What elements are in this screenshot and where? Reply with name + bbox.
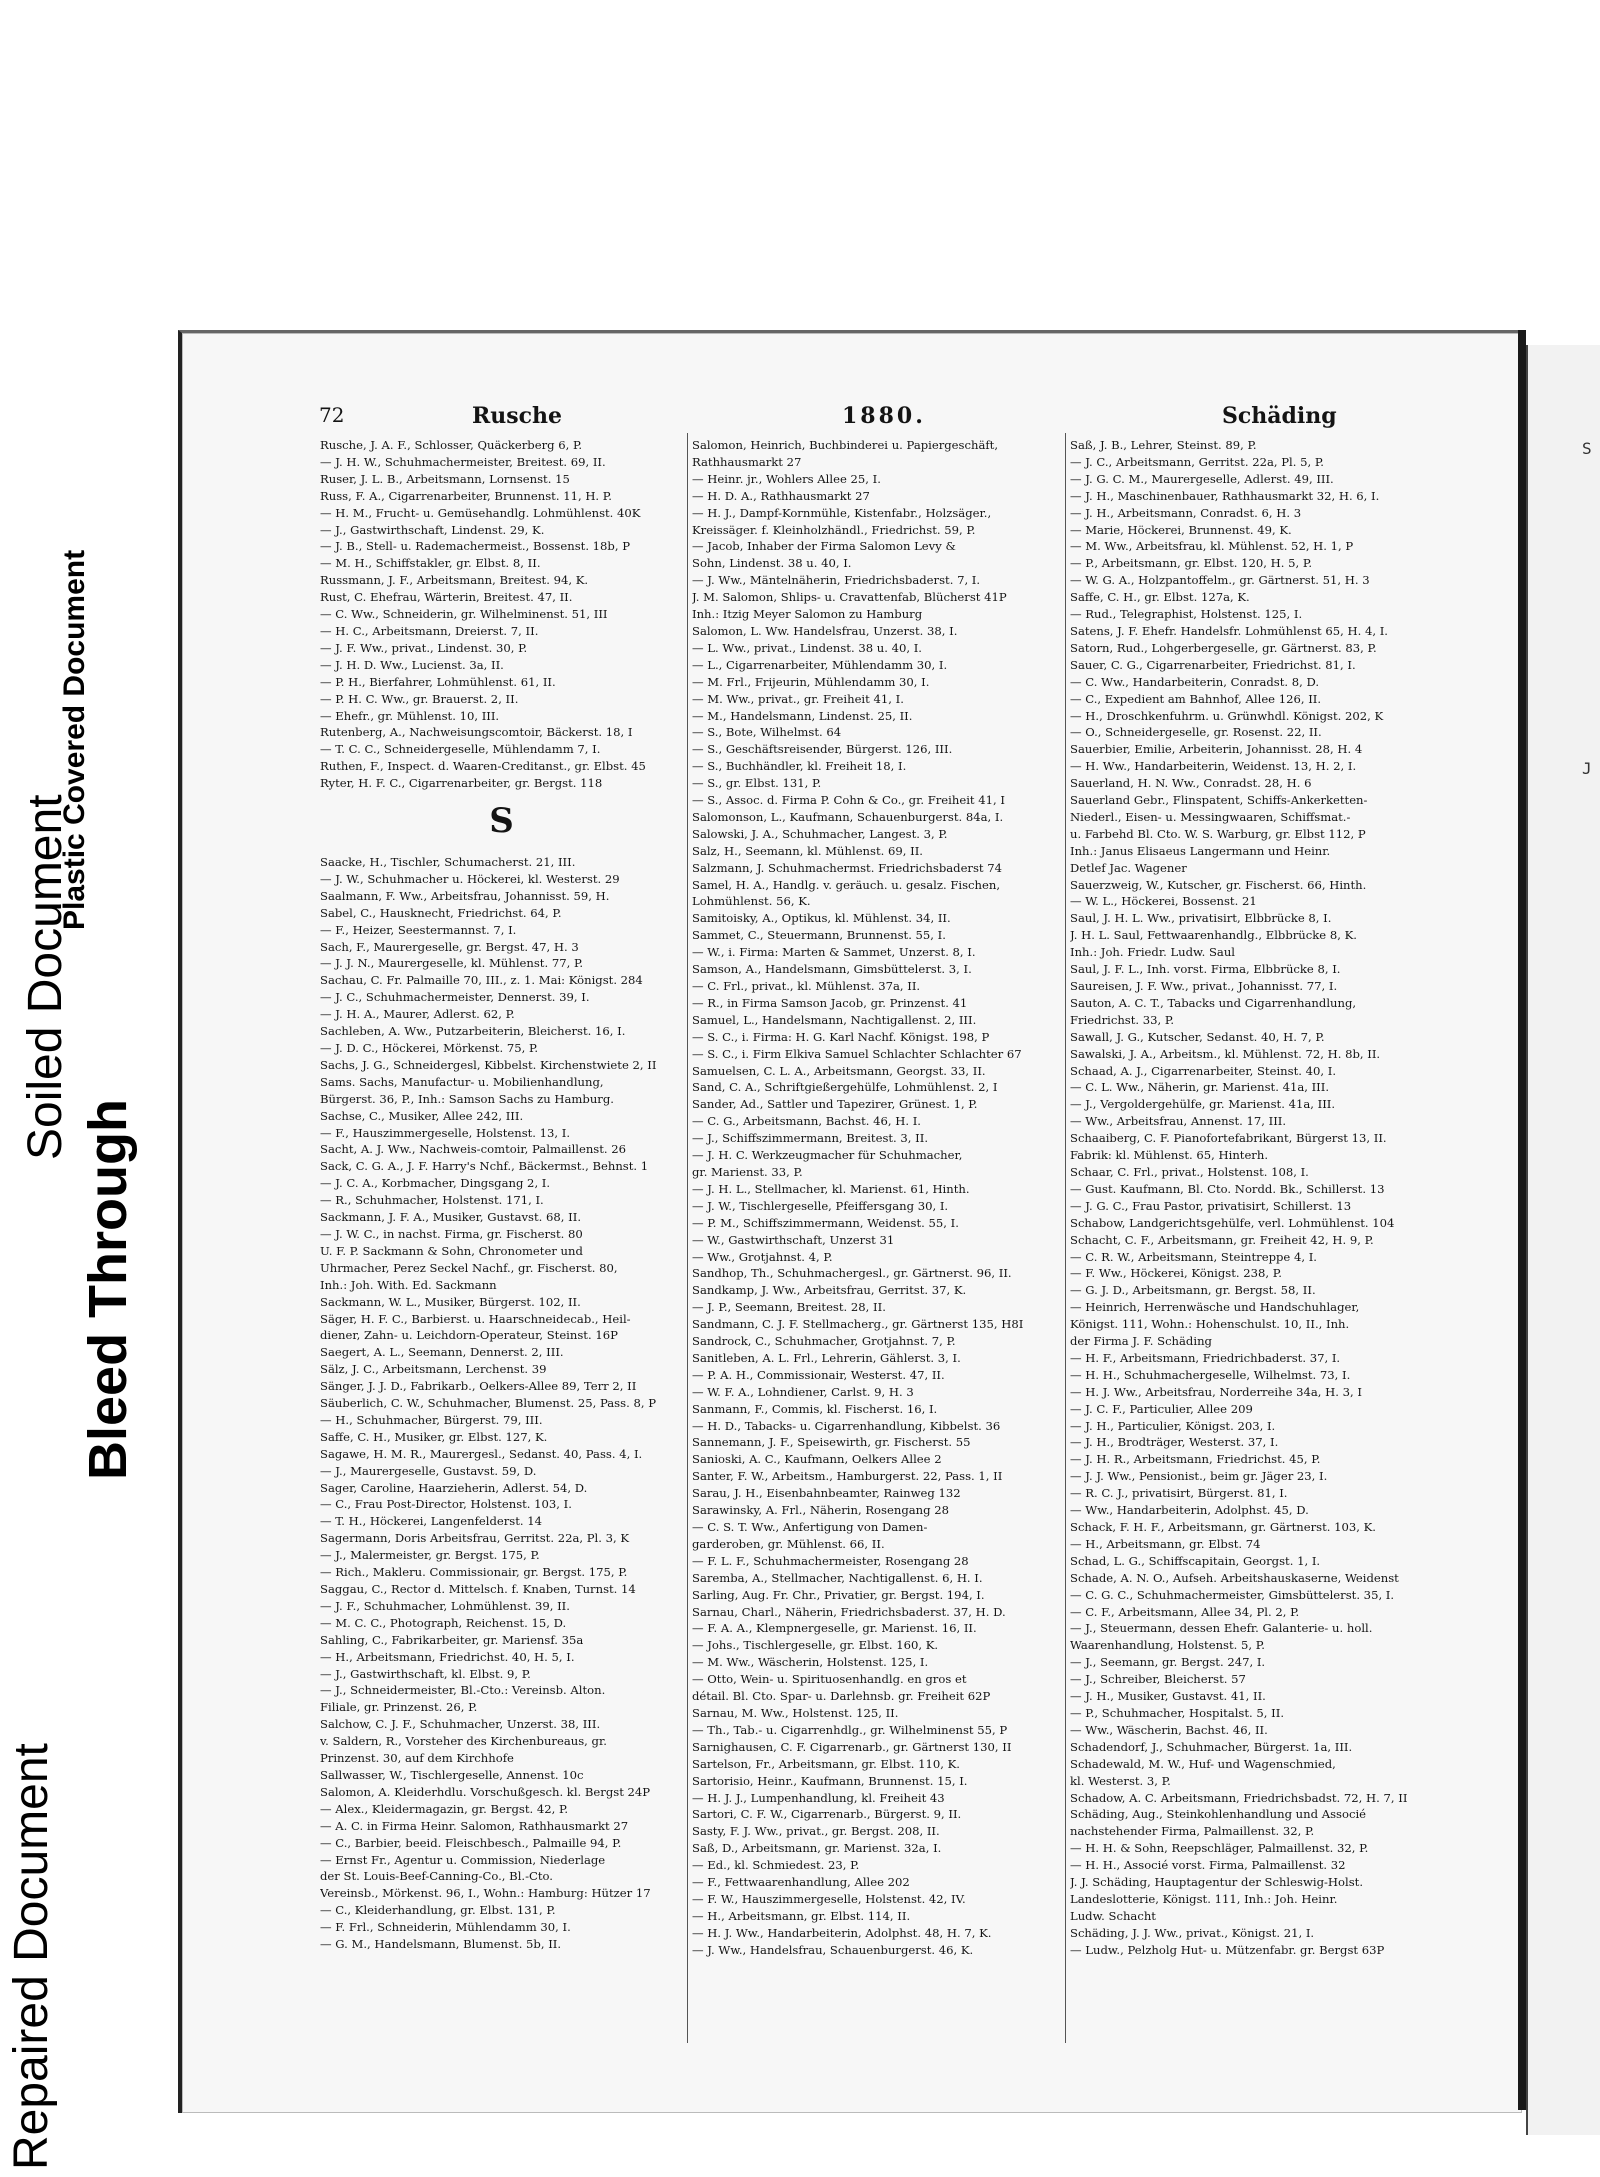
- directory-entry: Inh.: Itzig Meyer Salomon zu Hamburg: [692, 607, 923, 622]
- directory-entry: J. H. L. Saul, Fettwaarenhandlg., Elbbrücke 8, K.: [1070, 928, 1357, 943]
- directory-entry: Sawall, J. G., Kutscher, Sedanst. 40, H. 7, P.: [1070, 1029, 1325, 1044]
- directory-entry: Sams. Sachs, Manufactur- u. Mobilienhandlung,: [320, 1074, 604, 1089]
- directory-entry: — L., Cigarrenarbeiter, Mühlendamm 30, I.: [692, 657, 948, 672]
- directory-entry: — S. C., i. Firma: H. G. Karl Nachf. Königst. 198, P: [692, 1029, 990, 1044]
- directory-entry: Säger, H. F. C., Barbierst. u. Haarschneidecab., Heil-: [320, 1311, 631, 1326]
- directory-entry: Salomon, A. Kleiderhdlu. Vorschußgesch. kl. Bergst 24P: [320, 1784, 651, 1799]
- directory-entry: — C. R. W., Arbeitsmann, Steintreppe 4, I.: [1070, 1249, 1317, 1264]
- directory-entry: kl. Westerst. 3, P.: [1070, 1773, 1171, 1788]
- directory-entry: Samuelsen, C. L. A., Arbeitsmann, Georgst. 33, II.: [692, 1063, 986, 1078]
- right-running-head: Schäding: [1222, 403, 1337, 429]
- directory-entry: — W., Gastwirthschaft, Unzerst 31: [692, 1232, 895, 1247]
- directory-entry: Sacht, A. J. Ww., Nachweis-comtoir, Palmaillenst. 26: [320, 1142, 627, 1157]
- directory-entry: — J., Malermeister, gr. Bergst. 175, P.: [320, 1548, 540, 1563]
- directory-entry: diener, Zahn- u. Leichdorn-Operateur, Steinst. 16P: [320, 1328, 618, 1343]
- directory-entry: Russ, F. A., Cigarrenarbeiter, Brunnenst. 11, H. P.: [320, 488, 612, 503]
- directory-entry: Rathhausmarkt 27: [692, 454, 802, 469]
- directory-entry: gr. Marienst. 33, P.: [692, 1164, 803, 1179]
- directory-entry: — J. G. C. M., Maurergeselle, Adlerst. 49, III.: [1070, 471, 1334, 486]
- directory-entry: — J., Steuermann, dessen Ehefr. Galanterie- u. holl.: [1070, 1621, 1373, 1636]
- directory-entry: Saffe, C. H., gr. Elbst. 127a, K.: [1070, 590, 1250, 605]
- directory-entry: Landeslotterie, Königst. 111, Inh.: Joh. Heinr.: [1070, 1891, 1338, 1906]
- directory-entry: — Johs., Tischlergeselle, gr. Elbst. 160, K.: [692, 1638, 939, 1653]
- directory-entry: — J. Ww., Handelsfrau, Schauenburgerst. 46, K.: [692, 1942, 974, 1957]
- directory-entry: Inh.: Joh. Friedr. Ludw. Saul: [1070, 945, 1236, 960]
- directory-entry: Sander, Ad., Sattler und Tapezirer, Grünest. 1, P.: [692, 1097, 978, 1112]
- directory-entry: — H. F., Arbeitsmann, Friedrichbaderst. 37, I.: [1070, 1350, 1341, 1365]
- directory-entry: — J. H. R., Arbeitsmann, Friedrichst. 45, P.: [1070, 1452, 1321, 1467]
- directory-entry: — J., Schiffszimmermann, Breitest. 3, II.: [692, 1131, 929, 1146]
- directory-entry: — M. Ww., privat., gr. Freiheit 41, I.: [692, 691, 904, 706]
- directory-entry: Salzmann, J. Schuhmachermst. Friedrichsbaderst 74: [692, 860, 1003, 875]
- facing-page-fragment: S: [1582, 439, 1592, 458]
- directory-entry: Sartorisio, Heinr., Kaufmann, Brunnenst. 15, I.: [692, 1773, 968, 1788]
- directory-entry: Ruthen, F., Inspect. d. Waaren-Creditanst., gr. Elbst. 45: [320, 759, 646, 774]
- directory-entry: Ludw. Schacht: [1070, 1908, 1156, 1923]
- directory-entry: — J. H., Brodträger, Westerst. 37, I.: [1070, 1435, 1279, 1450]
- directory-entry: Uhrmacher, Perez Seckel Nachf., gr. Fischerst. 80,: [320, 1260, 618, 1275]
- directory-entry: — O., Schneidergeselle, gr. Rosenst. 22, II.: [1070, 725, 1322, 740]
- directory-page: [178, 330, 1522, 2113]
- directory-entry: — Ed., kl. Schmiedest. 23, P.: [692, 1858, 860, 1873]
- directory-entry: — H. J. Ww., Handarbeiterin, Adolphst. 48, H. 7, K.: [692, 1925, 992, 1940]
- directory-entry: — J. J. Ww., Pensionist., beim gr. Jäger 23, I.: [1070, 1469, 1328, 1484]
- directory-entry: — H. D. A., Rathhausmarkt 27: [692, 488, 870, 503]
- bleed-through-label: Bleed Through: [78, 1099, 138, 1480]
- directory-entry: — Alex., Kleidermagazin, gr. Bergst. 42, P.: [320, 1801, 569, 1816]
- directory-entry: — M., Handelsmann, Lindenst. 25, II.: [692, 708, 913, 723]
- directory-entry: — S., Assoc. d. Firma P. Cohn & Co., gr. Freiheit 41, I: [692, 793, 1005, 808]
- directory-entry: Sallwasser, W., Tischlergeselle, Annenst. 10c: [320, 1767, 584, 1782]
- directory-entry: Rust, C. Ehefrau, Wärterin, Breitest. 47, II.: [320, 590, 573, 605]
- directory-column-2: [692, 437, 1060, 1959]
- directory-entry: Sandhop, Th., Schuhmachergesl., gr. Gärtnerst. 96, II.: [692, 1266, 1012, 1281]
- directory-entry: Sachleben, A. Ww., Putzarbeiterin, Bleicherst. 16, I.: [320, 1024, 626, 1039]
- directory-entry: Saegert, A. L., Seemann, Dennerst. 2, III.: [320, 1345, 564, 1360]
- directory-entry: Sandkamp, J. Ww., Arbeitsfrau, Gerritst. 37, K.: [692, 1283, 967, 1298]
- directory-entry: — F. A. A., Klempnergeselle, gr. Marienst. 16, II.: [692, 1621, 977, 1636]
- directory-entry: — P. M., Schiffszimmermann, Weidenst. 55, I.: [692, 1215, 959, 1230]
- directory-entry: Waarenhandlung, Holstenst. 5, P.: [1070, 1638, 1265, 1653]
- directory-entry: — H., Schuhmacher, Bürgerst. 79, III.: [320, 1412, 543, 1427]
- directory-entry: Schaad, A. J., Cigarrenarbeiter, Steinst. 40, I.: [1070, 1063, 1336, 1078]
- directory-entry: — W. F. A., Lohndiener, Carlst. 9, H. 3: [692, 1384, 914, 1399]
- directory-entry: Sachs, J. G., Schneidergesl, Kibbelst. Kirchenstwiete 2, II: [320, 1057, 657, 1072]
- directory-entry: — C., Barbier, beeid. Fleischbesch., Palmaille 94, P.: [320, 1835, 622, 1850]
- year-heading: 1880.: [842, 403, 926, 429]
- directory-entry: — C. L. Ww., Näherin, gr. Marienst. 41a, III.: [1070, 1080, 1330, 1095]
- directory-entry: — J. H. L., Stellmacher, kl. Marienst. 61, Hinth.: [692, 1181, 970, 1196]
- directory-column-1: [320, 437, 683, 1953]
- directory-entry: — Rich., Makleru. Commissionair, gr. Bergst. 175, P.: [320, 1565, 628, 1580]
- directory-entry: — T. C. C., Schneidergeselle, Mühlendamm 7, I.: [320, 742, 601, 757]
- directory-entry: Sawalski, J. A., Arbeitsm., kl. Mühlenst. 72, H. 8b, II.: [1070, 1046, 1381, 1061]
- directory-entry: Saß, D., Arbeitsmann, gr. Marienst. 32a, I.: [692, 1841, 942, 1856]
- directory-entry: — Ww., Arbeitsfrau, Annenst. 17, III.: [1070, 1114, 1287, 1129]
- directory-entry: — H., Droschkenfuhrm. u. Grünwhdl. Königst. 202, K: [1070, 708, 1384, 723]
- directory-entry: Fabrik: kl. Mühlenst. 65, Hinterh.: [1070, 1148, 1269, 1163]
- directory-entry: — J., Schneidermeister, Bl.-Cto.: Vereinsb. Alton.: [320, 1683, 606, 1698]
- directory-entry: Sach, F., Maurergeselle, gr. Bergst. 47, H. 3: [320, 939, 579, 954]
- directory-entry: — C. F., Arbeitsmann, Allee 34, Pl. 2, P.: [1070, 1604, 1300, 1619]
- directory-entry: — Gust. Kaufmann, Bl. Cto. Nordd. Bk., Schillerst. 13: [1070, 1181, 1385, 1196]
- directory-entry: détail. Bl. Cto. Spar- u. Darlehnsb. gr. Freiheit 62P: [692, 1689, 991, 1704]
- directory-entry: Sarnau, M. Ww., Holstenst. 125, II.: [692, 1705, 899, 1720]
- directory-entry: Friedrichst. 33, P.: [1070, 1012, 1175, 1027]
- directory-entry: Sachau, C. Fr. Palmaille 70, III., z. 1. Mai: Königst. 284: [320, 973, 643, 988]
- directory-entry: Sachse, C., Musiker, Allee 242, III.: [320, 1108, 524, 1123]
- directory-entry: — W. G. A., Holzpantoffelm., gr. Gärtnerst. 51, H. 3: [1070, 573, 1370, 588]
- directory-entry: Sagermann, Doris Arbeitsfrau, Gerritst. 22a, Pl. 3, K: [320, 1531, 630, 1546]
- directory-entry: Königst. 111, Wohn.: Hohenschulst. 10, II., Inh.: [1070, 1317, 1350, 1332]
- directory-entry: — J., Maurergeselle, Gustavst. 59, D.: [320, 1463, 537, 1478]
- directory-entry: — C. Ww., Handarbeiterin, Conradst. 8, D.: [1070, 674, 1320, 689]
- directory-entry: Sänger, J. J. D., Fabrikarb., Oelkers-Allee 89, Terr 2, II: [320, 1379, 637, 1394]
- directory-entry: — P. H. C. Ww., gr. Brauerst. 2, II.: [320, 691, 519, 706]
- directory-entry: — S. C., i. Firm Elkiva Samuel Schlachter Schlachter 67: [692, 1046, 1022, 1061]
- directory-entry: — M. C. C., Photograph, Reichenst. 15, D.: [320, 1615, 567, 1630]
- directory-entry: — J. D. C., Höckerei, Mörkenst. 75, P.: [320, 1041, 539, 1055]
- directory-entry: Sartelson, Fr., Arbeitsmann, gr. Elbst. 110, K.: [692, 1756, 960, 1771]
- directory-entry: Schabow, Landgerichtsgehülfe, verl. Lohmühlenst. 104: [1070, 1215, 1395, 1230]
- directory-entry: — H. D., Tabacks- u. Cigarrenhandlung, Kibbelst. 36: [692, 1418, 1001, 1433]
- directory-entry: Saacke, H., Tischler, Schumacherst. 21, III.: [320, 855, 576, 870]
- directory-entry: Sackmann, W. L., Musiker, Bürgerst. 102, II.: [320, 1294, 581, 1309]
- directory-entry: — J. H. W., Schuhmachermeister, Breitest. 69, II.: [320, 454, 606, 469]
- column-divider: [1065, 433, 1066, 2043]
- directory-entry: u. Farbehd Bl. Cto. W. S. Warburg, gr. Elbst 112, P: [1070, 826, 1366, 841]
- directory-entry: — J. B., Stell- u. Rademachermeist., Bossenst. 18b, P: [320, 539, 631, 554]
- directory-entry: Sarnau, Charl., Näherin, Friedrichsbaderst. 37, H. D.: [692, 1604, 1006, 1619]
- directory-entry: Sarnighausen, C. F. Cigarrenarb., gr. Gärtnerst 130, II: [692, 1739, 1012, 1754]
- directory-entry: — C. S. T. Ww., Anfertigung von Damen-: [692, 1520, 928, 1534]
- directory-entry: J. J. Schäding, Hauptagentur der Schleswig-Holst.: [1070, 1875, 1364, 1890]
- directory-entry: — S., Buchhändler, kl. Freiheit 18, I.: [692, 759, 907, 774]
- section-letter: S: [489, 801, 514, 842]
- directory-entry: U. F. P. Sackmann & Sohn, Chronometer und: [320, 1243, 583, 1258]
- directory-entry: Filiale, gr. Prinzenst. 26, P.: [320, 1700, 478, 1715]
- directory-entry: — J., Gastwirthschaft, Lindenst. 29, K.: [320, 522, 545, 537]
- directory-entry: Sauerzweig, W., Kutscher, gr. Fischerst. 66, Hinth.: [1070, 877, 1367, 892]
- directory-entry: Schadendorf, J., Schuhmacher, Bürgerst. 1a, III.: [1070, 1739, 1353, 1754]
- directory-entry: Sauton, A. C. T., Tabacks und Cigarrenhandlung,: [1070, 995, 1357, 1010]
- directory-entry: — Heinrich, Herrenwäsche und Handschuhlager,: [1070, 1300, 1360, 1315]
- directory-entry: — C., Expedient am Bahnhof, Allee 126, II.: [1070, 691, 1322, 706]
- directory-entry: Salowski, J. A., Schuhmacher, Langest. 3, P.: [692, 826, 948, 841]
- directory-entry: Russmann, J. F., Arbeitsmann, Breitest. 94, K.: [320, 573, 589, 588]
- directory-entry: Schadow, A. C. Arbeitsmann, Friedrichsbadst. 72, H. 7, II: [1070, 1790, 1408, 1805]
- directory-entry: — H. C., Arbeitsmann, Dreierst. 7, II.: [320, 623, 539, 638]
- directory-entry: Samson, A., Handelsmann, Gimsbüttelerst. 3, I.: [692, 962, 972, 977]
- directory-entry: Schad, L. G., Schiffscapitain, Georgst. 1, I.: [1070, 1553, 1321, 1568]
- directory-entry: Saalmann, F. Ww., Arbeitsfrau, Johannisst. 59, H.: [320, 888, 610, 903]
- directory-entry: — F. W., Hauszimmergeselle, Holstenst. 42, IV.: [692, 1891, 966, 1906]
- directory-entry: Schaar, C. Frl., privat., Holstenst. 108, I.: [1070, 1164, 1309, 1179]
- directory-entry: Schadewald, M. W., Huf- und Wagenschmied,: [1070, 1756, 1336, 1771]
- plastic-covered-label: Plastic Covered Document: [58, 549, 91, 930]
- directory-entry: Sohn, Lindenst. 38 u. 40, I.: [692, 556, 852, 571]
- repaired-document-label: Repaired Document: [5, 1743, 58, 2170]
- directory-entry: Rusche, J. A. F., Schlosser, Quäckerberg 6, P.: [320, 438, 583, 452]
- directory-entry: Ruser, J. L. B., Arbeitsmann, Lornsenst. 15: [320, 471, 570, 486]
- directory-entry: — H., Arbeitsmann, Friedrichst. 40, H. 5, I.: [320, 1649, 575, 1664]
- directory-entry: v. Saldern, R., Vorsteher des Kirchenbureaus, gr.: [320, 1734, 607, 1749]
- directory-entry: — P. H., Bierfahrer, Lohmühlenst. 61, II.: [320, 674, 556, 689]
- directory-entry: — H. M., Frucht- u. Gemüsehandlg. Lohmühlenst. 40K: [320, 505, 641, 520]
- directory-entry: — F. L. F., Schuhmachermeister, Rosengang 28: [692, 1553, 969, 1568]
- directory-entry: — J. W. C., in nachst. Firma, gr. Fischerst. 80: [320, 1226, 583, 1241]
- directory-entry: — J., Schreiber, Bleicherst. 57: [1070, 1672, 1246, 1687]
- directory-entry: — J. W., Tischlergeselle, Pfeiffersgang 30, I.: [692, 1198, 949, 1213]
- directory-entry: der Firma J. F. Schäding: [1070, 1334, 1212, 1349]
- directory-entry: — J. C. F., Particulier, Allee 209: [1070, 1401, 1253, 1416]
- facing-page-fragment: J: [1582, 759, 1592, 778]
- directory-entry: — S., Bote, Wilhelmst. 64: [692, 725, 842, 740]
- directory-entry: — C. G. C., Schuhmachermeister, Gimsbüttelerst. 35, I.: [1070, 1587, 1395, 1602]
- directory-entry: — J. F. Ww., privat., Lindenst. 30, P.: [320, 640, 528, 655]
- directory-entry: — J. J. N., Maurergeselle, kl. Mühlenst. 77, P.: [320, 956, 584, 971]
- directory-entry: — J. W., Schuhmacher u. Höckerei, kl. Westerst. 29: [320, 871, 620, 886]
- directory-entry: Schaaiberg, C. F. Pianofortefabrikant, Bürgerst 13, II.: [1070, 1131, 1387, 1146]
- directory-entry: — Ehefr., gr. Mühlenst. 10, III.: [320, 708, 500, 723]
- directory-entry: Sannemann, J. F., Speisewirth, gr. Fischerst. 55: [692, 1435, 971, 1450]
- directory-entry: — C., Frau Post-Director, Holstenst. 103, I.: [320, 1497, 572, 1512]
- directory-entry: — L. Ww., privat., Lindenst. 38 u. 40, I.: [692, 640, 922, 655]
- directory-entry: — M. Ww., Arbeitsfrau, kl. Mühlenst. 52, H. 1, P: [1070, 539, 1354, 554]
- directory-entry: Prinzenst. 30, auf dem Kirchhofe: [320, 1751, 514, 1766]
- directory-entry: Sandrock, C., Schuhmacher, Grotjahnst. 7, P.: [692, 1334, 956, 1349]
- directory-entry: — J. H., Arbeitsmann, Conradst. 6, H. 3: [1070, 505, 1302, 520]
- directory-entry: — J. C., Schuhmachermeister, Dennerst. 39, I.: [320, 990, 590, 1005]
- directory-entry: Saggau, C., Rector d. Mittelsch. f. Knaben, Turnst. 14: [320, 1582, 636, 1596]
- directory-entry: — H., Arbeitsmann, gr. Elbst. 74: [1070, 1536, 1261, 1551]
- directory-entry: — C., Kleiderhandlung, gr. Elbst. 131, P.: [320, 1903, 556, 1918]
- directory-entry: Schacht, C. F., Arbeitsmann, gr. Freiheit 42, H. 9, P.: [1070, 1232, 1374, 1247]
- directory-entry: — Ww., Grotjahnst. 4, P.: [692, 1249, 833, 1264]
- directory-entry: — J., Seemann, gr. Bergst. 247, I.: [1070, 1655, 1266, 1670]
- directory-entry: Sarau, J. H., Eisenbahnbeamter, Rainweg 132: [692, 1486, 961, 1501]
- directory-entry: Sackmann, J. F. A., Musiker, Gustavst. 68, II.: [320, 1210, 582, 1225]
- left-running-head: Rusche: [472, 403, 563, 429]
- directory-entry: — J. C. A., Korbmacher, Dingsgang 2, I.: [320, 1176, 551, 1191]
- directory-entry: — Ww., Wäscherin, Bachst. 46, II.: [1070, 1722, 1268, 1737]
- directory-entry: Schade, A. N. O., Aufseh. Arbeitshauskaserne, Weidenst: [1070, 1570, 1399, 1585]
- directory-entry: Sauerland Gebr., Flinspatent, Schiffs-Ankerketten-: [1070, 793, 1368, 808]
- directory-entry: — H. J. J., Lumpenhandlung, kl. Freiheit 43: [692, 1790, 945, 1805]
- directory-entry: Kreissäger. f. Kleinholzhändl., Friedrichst. 59, P.: [692, 522, 976, 537]
- directory-entry: Sanioski, A. C., Kaufmann, Oelkers Allee 2: [692, 1452, 942, 1467]
- directory-entry: Sagawe, H. M. R., Maurergesl., Sedanst. 40, Pass. 4, I.: [320, 1446, 643, 1461]
- directory-entry: Sarawinsky, A. Frl., Näherin, Rosengang 28: [692, 1503, 949, 1518]
- directory-entry: — Ludw., Pelzholg Hut- u. Mützenfabr. gr. Bergst 63P: [1070, 1942, 1385, 1957]
- label-strip: [0, 0, 150, 2177]
- directory-entry: — J. H. D. Ww., Lucienst. 3a, II.: [320, 657, 504, 672]
- directory-entry: — J. H., Musiker, Gustavst. 41, II.: [1070, 1689, 1266, 1704]
- directory-entry: Sager, Caroline, Haarzieherin, Adlerst. 54, D.: [320, 1480, 588, 1495]
- directory-entry: Schack, F. H. F., Arbeitsmann, gr. Gärtnerst. 103, K.: [1070, 1520, 1376, 1534]
- directory-entry: — M. H., Schiffstakler, gr. Elbst. 8, II.: [320, 556, 541, 571]
- directory-entry: Schäding, J. J. Ww., privat., Königst. 21, I.: [1070, 1925, 1315, 1940]
- directory-entry: — H. H. & Sohn, Reepschläger, Palmaillenst. 32, P.: [1070, 1841, 1369, 1856]
- directory-entry: Salomonson, L., Kaufmann, Schauenburgerst. 84a, I.: [692, 809, 1004, 824]
- page-number: 72: [319, 403, 345, 427]
- directory-entry: Sartori, C. F. W., Cigarrenarb., Bürgerst. 9, II.: [692, 1807, 962, 1822]
- directory-entry: Bürgerst. 36, P., Inh.: Samson Sachs zu Hamburg.: [320, 1091, 614, 1106]
- page-header: [182, 403, 1522, 433]
- directory-entry: Sack, C. G. A., J. F. Harry's Nchf., Bäckermst., Behnst. 1: [320, 1159, 649, 1174]
- directory-entry: Schäding, Aug., Steinkohlenhandlung und Associé: [1070, 1807, 1367, 1822]
- directory-entry: — F. Frl., Schneiderin, Mühlendamm 30, I.: [320, 1920, 571, 1935]
- directory-entry: Saß, J. B., Lehrer, Steinst. 89, P.: [1070, 438, 1257, 452]
- directory-entry: — Marie, Höckerei, Brunnenst. 49, K.: [1070, 522, 1292, 537]
- directory-entry: — J. H. C. Werkzeugmacher für Schuhmacher,: [692, 1148, 963, 1163]
- directory-entry: — J. H. A., Maurer, Adlerst. 62, P.: [320, 1007, 515, 1022]
- directory-entry: der St. Louis-Beef-Canning-Co., Bl.-Cto.: [320, 1869, 553, 1884]
- directory-entry: Sanitleben, A. L. Frl., Lehrerin, Gählerst. 3, I.: [692, 1350, 961, 1365]
- directory-entry: Samel, H. A., Handlg. v. geräuch. u. gesalz. Fischen,: [692, 877, 1001, 892]
- directory-entry: nachstehender Firma, Palmaillenst. 32, P.: [1070, 1824, 1315, 1839]
- directory-entry: — M. Ww., Wäscherin, Holstenst. 125, I.: [692, 1655, 929, 1670]
- directory-entry: J. M. Salomon, Shlips- u. Cravattenfab, Blücherst 41P: [692, 590, 1007, 605]
- directory-entry: — S., gr. Elbst. 131, P.: [692, 776, 822, 791]
- directory-entry: Sandmann, C. J. F. Stellmacherg., gr. Gärtnerst 135, H8I: [692, 1317, 1024, 1332]
- directory-entry: — H. H., Associé vorst. Firma, Palmaillenst. 32: [1070, 1858, 1346, 1873]
- directory-entry: Niederl., Eisen- u. Messingwaaren, Schiffsmat.-: [1070, 809, 1351, 824]
- directory-entry: — J. H., Maschinenbauer, Rathhausmarkt 32, H. 6, I.: [1070, 488, 1380, 503]
- directory-entry: — H. H., Schuhmachergeselle, Wilhelmst. 73, I.: [1070, 1367, 1351, 1382]
- directory-entry: Saureisen, J. F. Ww., privat., Johannisst. 77, I.: [1070, 979, 1338, 993]
- directory-entry: — J. P., Seemann, Breitest. 28, II.: [692, 1300, 886, 1315]
- directory-entry: Sauerbier, Emilie, Arbeiterin, Johannisst. 28, H. 4: [1070, 742, 1363, 757]
- directory-entry: Detlef Jac. Wagener: [1070, 860, 1187, 875]
- directory-entry: Sarling, Aug. Fr. Chr., Privatier, gr. Bergst. 194, I.: [692, 1587, 985, 1602]
- directory-entry: — W., i. Firma: Marten & Sammet, Unzerst. 8, I.: [692, 945, 976, 960]
- directory-entry: — F., Hauszimmergeselle, Holstenst. 13, I.: [320, 1125, 571, 1140]
- directory-entry: — P. A. H., Commissionair, Westerst. 47, II.: [692, 1367, 945, 1382]
- directory-entry: — J. C., Arbeitsmann, Gerritst. 22a, Pl. 5, P.: [1070, 454, 1324, 469]
- directory-entry: — G. M., Handelsmann, Blumenst. 5b, II.: [320, 1937, 562, 1952]
- directory-entry: Sammet, C., Steuermann, Brunnenst. 55, I.: [692, 928, 946, 943]
- directory-entry: — F., Fettwaarenhandlung, Allee 202: [692, 1875, 910, 1890]
- directory-entry: Rutenberg, A., Nachweisungscomtoir, Bäckerst. 18, I: [320, 725, 633, 740]
- directory-entry: Lohmühlenst. 56, K.: [692, 894, 811, 909]
- directory-entry: — H. Ww., Handarbeiterin, Weidenst. 13, H. 2, I.: [1070, 759, 1357, 774]
- directory-entry: — T. H., Höckerei, Langenfelderst. 14: [320, 1514, 543, 1529]
- directory-entry: Sand, C. A., Schriftgießergehülfe, Lohmühlenst. 2, I: [692, 1080, 998, 1095]
- directory-entry: — F. Ww., Höckerei, Königst. 238, P.: [1070, 1266, 1282, 1281]
- directory-entry: Sauer, C. G., Cigarrenarbeiter, Friedrichst. 81, I.: [1070, 657, 1356, 672]
- directory-entry: Inh.: Joh. With. Ed. Sackmann: [320, 1277, 497, 1292]
- directory-entry: Saffe, C. H., Musiker, gr. Elbst. 127, K.: [320, 1429, 548, 1444]
- directory-entry: — Jacob, Inhaber der Firma Salomon Levy &: [692, 539, 956, 554]
- directory-entry: Sabel, C., Hausknecht, Friedrichst. 64, P.: [320, 905, 562, 920]
- directory-entry: Inh.: Janus Elisaeus Langermann und Heinr.: [1070, 843, 1331, 858]
- directory-entry: — R., in Firma Samson Jacob, gr. Prinzenst. 41: [692, 995, 968, 1010]
- directory-entry: — G. J. D., Arbeitsmann, gr. Bergst. 58, II.: [1070, 1283, 1316, 1298]
- directory-entry: — Heinr. jr., Wohlers Allee 25, I.: [692, 471, 881, 486]
- directory-entry: — H. J., Dampf-Kornmühle, Kistenfabr., Holzsäger.,: [692, 505, 992, 520]
- directory-entry: — Ww., Handarbeiterin, Adolphst. 45, D.: [1070, 1503, 1309, 1518]
- directory-entry: Samitoisky, A., Optikus, kl. Mühlenst. 34, II.: [692, 911, 951, 926]
- directory-entry: Saul, J. F. L., Inh. vorst. Firma, Elbbrücke 8, I.: [1070, 962, 1341, 977]
- directory-entry: — H. J. Ww., Arbeitsfrau, Norderreihe 34a, H. 3, I: [1070, 1384, 1362, 1399]
- directory-entry: Vereinsb., Mörkenst. 96, I., Wohn.: Hamburg: Hützer 17: [320, 1886, 651, 1901]
- directory-entry: — F., Heizer, Seestermannst. 7, I.: [320, 922, 517, 937]
- directory-entry: Samuel, L., Handelsmann, Nachtigallenst. 2, III.: [692, 1012, 977, 1027]
- directory-entry: Saul, J. H. L. Ww., privatisirt, Elbbrücke 8, I.: [1070, 911, 1332, 926]
- directory-entry: — J. Ww., Mäntelnäherin, Friedrichsbaderst. 7, I.: [692, 573, 981, 588]
- directory-entry: — W. L., Höckerei, Bossenst. 21: [1070, 894, 1257, 909]
- directory-entry: — Th., Tab.- u. Cigarrenhdlg., gr. Wilhelminenst 55, P: [692, 1722, 1008, 1737]
- directory-entry: — J., Gastwirthschaft, kl. Elbst. 9, P.: [320, 1666, 531, 1681]
- directory-entry: — R. C. J., privatisirt, Bürgerst. 81, I.: [1070, 1486, 1288, 1501]
- directory-column-3: [1070, 437, 1450, 1959]
- directory-entry: — M. Frl., Frijeurin, Mühlendamm 30, I.: [692, 674, 930, 689]
- directory-entry: — C. G., Arbeitsmann, Bachst. 46, H. I.: [692, 1114, 921, 1129]
- directory-entry: Satorn, Rud., Lohgerbergeselle, gr. Gärtnerst. 83, P.: [1070, 640, 1377, 655]
- directory-entry: Salomon, Heinrich, Buchbinderei u. Papiergeschäft,: [692, 438, 999, 452]
- directory-entry: — S., Geschäftsreisender, Bürgerst. 126, III.: [692, 742, 953, 757]
- directory-entry: — J. F., Schuhmacher, Lohmühlenst. 39, II.: [320, 1598, 570, 1613]
- directory-entry: Sanmann, F., Commis, kl. Fischerst. 16, I.: [692, 1401, 938, 1416]
- directory-entry: Sasty, F. J. Ww., privat., gr. Bergst. 208, II.: [692, 1824, 940, 1839]
- directory-entry: Sauerland, H. N. Ww., Conradst. 28, H. 6: [1070, 776, 1312, 791]
- directory-entry: — R., Schuhmacher, Holstenst. 171, I.: [320, 1193, 544, 1208]
- directory-entry: — H., Arbeitsmann, gr. Elbst. 114, II.: [692, 1908, 911, 1923]
- directory-entry: — Ernst Fr., Agentur u. Commission, Niederlage: [320, 1852, 606, 1867]
- directory-entry: — P., Arbeitsmann, gr. Elbst. 120, H. 5, P.: [1070, 556, 1313, 571]
- directory-entry: — J. G. C., Frau Pastor, privatisirt, Schillerst. 13: [1070, 1198, 1352, 1213]
- soiled-document-label: Soiled Document: [19, 794, 72, 1160]
- directory-entry: — C. Ww., Schneiderin, gr. Wilhelminenst. 51, III: [320, 607, 608, 622]
- directory-entry: — C. Frl., privat., kl. Mühlenst. 37a, II.: [692, 979, 921, 993]
- directory-entry: — A. C. in Firma Heinr. Salomon, Rathhausmarkt 27: [320, 1818, 629, 1833]
- directory-entry: Ryter, H. F. C., Cigarrenarbeiter, gr. Bergst. 118: [320, 776, 603, 791]
- column-divider: [687, 433, 688, 2043]
- directory-entry: — J., Vergoldergehülfe, gr. Marienst. 41a, III.: [1070, 1097, 1336, 1112]
- facing-page-edge: [1526, 345, 1600, 2135]
- directory-entry: Salomon, L. Ww. Handelsfrau, Unzerst. 38, I.: [692, 623, 958, 638]
- directory-entry: — J. H., Particulier, Königst. 203, I.: [1070, 1418, 1276, 1433]
- directory-entry: Satens, J. F. Ehefr. Handelsfr. Lohmühlenst 65, H. 4, I.: [1070, 623, 1388, 638]
- directory-entry: — Otto, Wein- u. Spirituosenhandlg. en gros et: [692, 1672, 967, 1687]
- page-gutter-edge: [1518, 330, 1526, 2110]
- directory-entry: — P., Schuhmacher, Hospitalst. 5, II.: [1070, 1705, 1285, 1720]
- directory-entry: — Rud., Telegraphist, Holstenst. 125, I.: [1070, 607, 1303, 622]
- directory-entry: Santer, F. W., Arbeitsm., Hamburgerst. 22, Pass. 1, II: [692, 1469, 1003, 1484]
- directory-entry: Sahling, C., Fabrikarbeiter, gr. Mariensf. 35a: [320, 1632, 584, 1647]
- directory-entry: Sälz, J. C., Arbeitsmann, Lerchenst. 39: [320, 1362, 547, 1377]
- directory-entry: Salz, H., Seemann, kl. Mühlenst. 69, II.: [692, 843, 923, 858]
- directory-entry: Säuberlich, C. W., Schuhmacher, Blumenst. 25, Pass. 8, P: [320, 1396, 656, 1411]
- directory-entry: Salchow, C. J. F., Schuhmacher, Unzerst. 38, III.: [320, 1717, 601, 1732]
- directory-entry: Saremba, A., Stellmacher, Nachtigallenst. 6, H. I.: [692, 1570, 983, 1585]
- directory-entry: garderoben, gr. Mühlenst. 66, II.: [692, 1536, 885, 1551]
